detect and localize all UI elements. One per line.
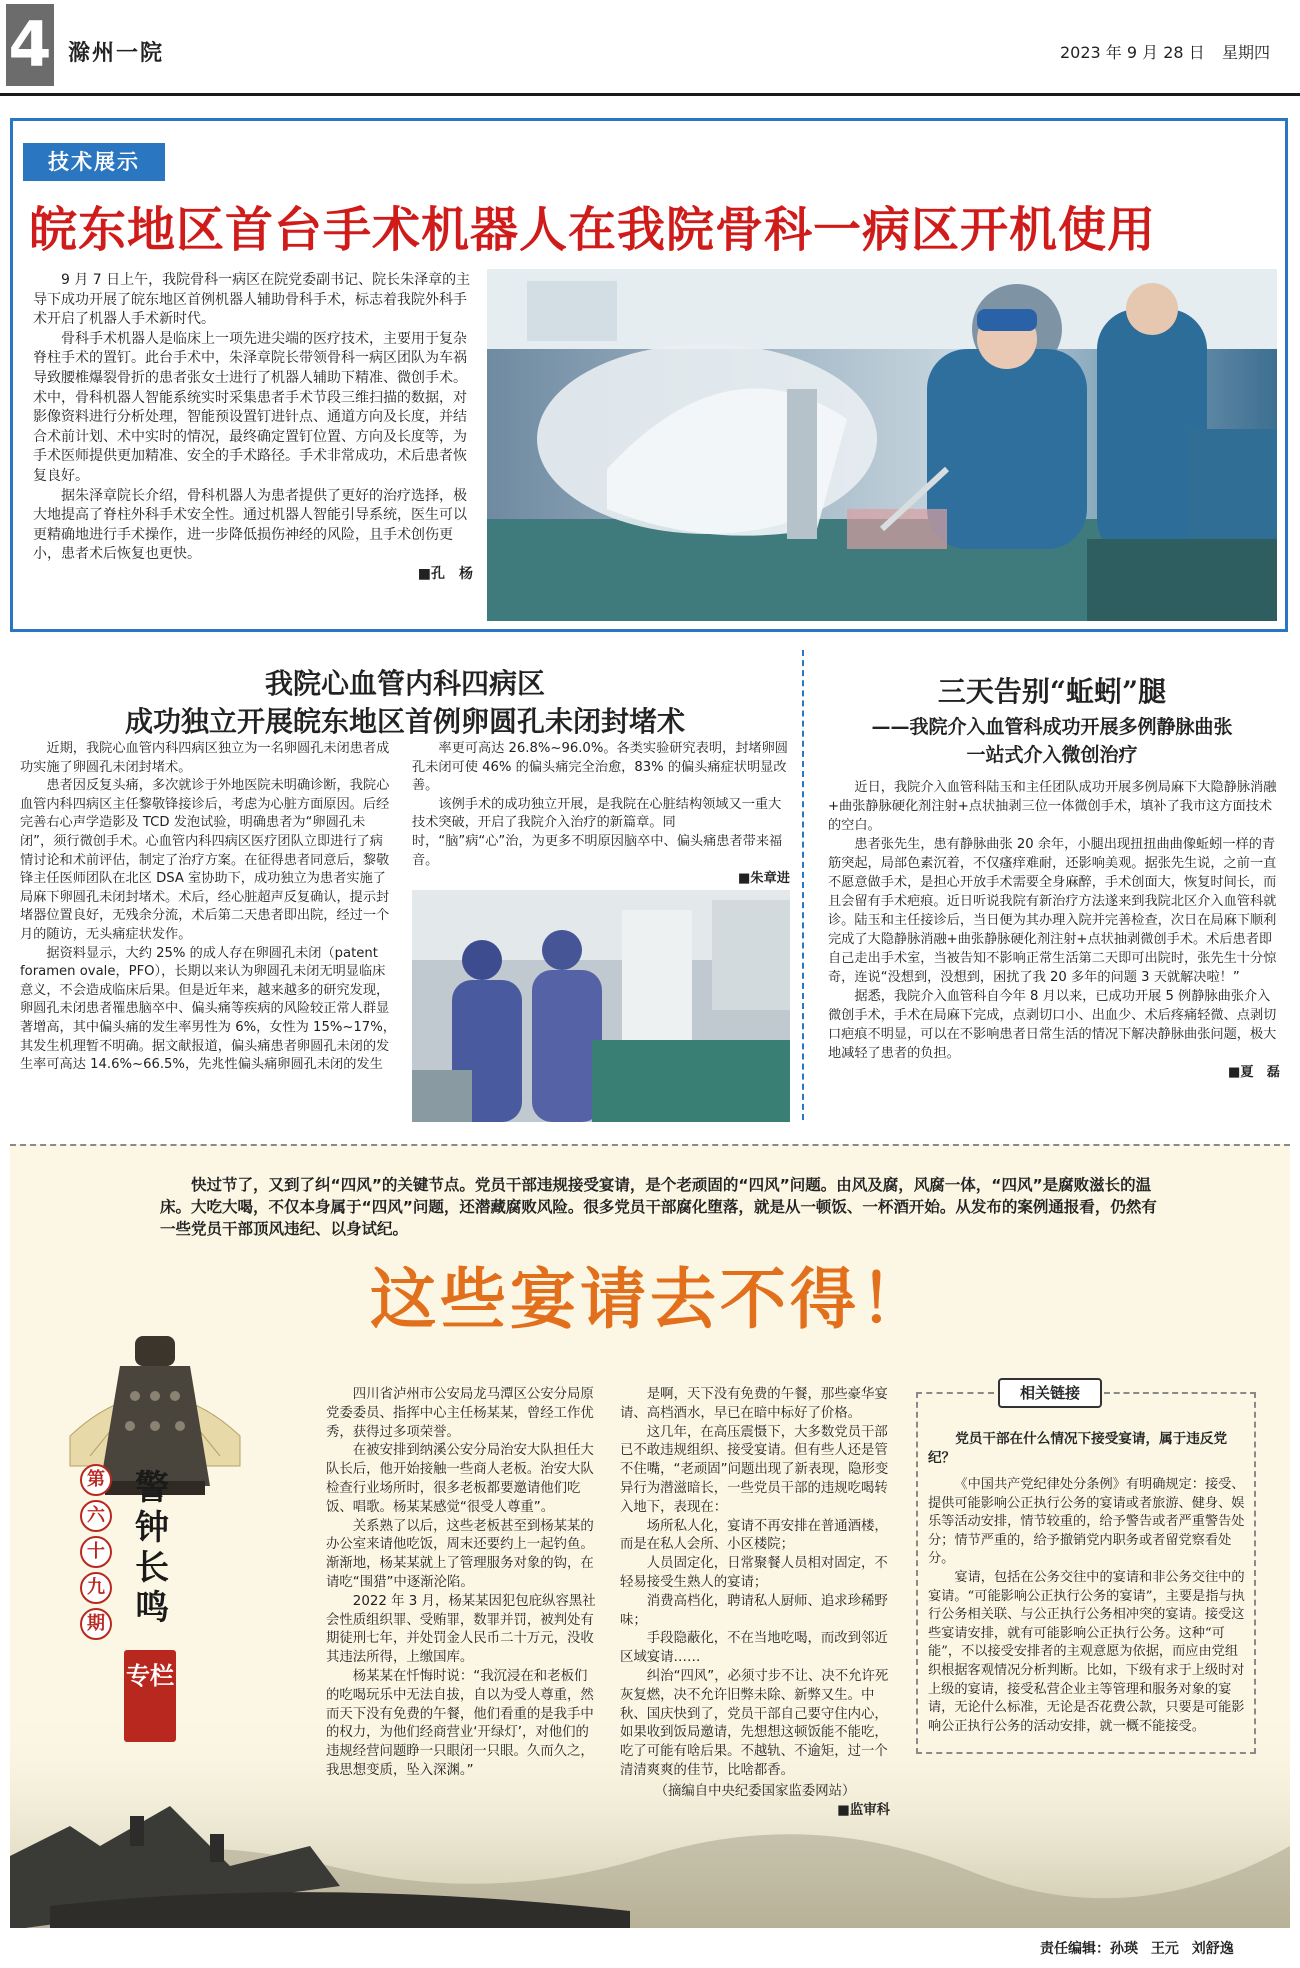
paragraph: 患者因反复头痛，多次就诊于外地医院未明确诊断，我院心血管内科四病区主任黎敬锋接诊后，考虑为心脏方面原因。后经完善右心声学造影及 TCD 发泡试验，明确患者为“卵圆孔未闭”，须行微创手术。心血管内科四病区医疗团队立即进行了病情讨论和术前评估，制定了治疗方案。在征得患者同意后，黎敬锋主任医师团队在北区 DSA 室协助下，成功独立为患者实施了局麻下卵圆孔未闭封堵术。术后，经心脏超声反复确认，提示封堵器位置良好，无残余分流，术后第二天患者即出院，经过一个月的随访，无头痛症状发作。 <box>20 778 390 942</box>
mid-left-title-line2: 成功独立开展皖东地区首例卵圆孔未闭封堵术 <box>124 705 685 738</box>
paragraph: 该例手术的成功独立开展，是我院在心脏结构领域又一重大技术突破，开启了我院介入治疗的新篇章。同时，“脑”病“心”治，为更多不明原因脑卒中、偏头痛患者带来福音。 <box>412 796 783 868</box>
issue-char: 十 <box>80 1536 112 1568</box>
paragraph: 四川省泸州市公安局龙马潭区公安分局原党委委员、指挥中心主任杨某某，曾经工作优秀，获得过多项荣誉。 <box>326 1387 594 1440</box>
top-article-body <box>33 271 473 585</box>
paragraph: 据资料显示，大约 25% 的成人存在卵圆孔未闭（patent foramen ovale，PFO），长期以来认为卵圆孔未闭无明显临床意义，不会造成临床后果。但是近年来，越来越多的研究发现，卵圆孔未闭患者罹患脑卒中、偏头痛等疾病的风险较正常人群显著增高，其中偏头痛的发生率男性为 6%，女性为 15%~17%，其发生机理暂不明确。据文献报道，偏头痛患者卵圆孔未闭的发生率可高达 14.6%~66.5%，先兆性偏头痛卵圆孔未闭的发生 <box>20 945 396 1073</box>
paragraph: 是啊，天下没有免费的午餐，那些豪华宴请、高档酒水，早已在暗中标好了价格。 <box>620 1387 888 1421</box>
issue-char: 第 <box>80 1464 112 1496</box>
surgery-robot-photo <box>487 269 1277 621</box>
issue-char: 六 <box>80 1500 112 1532</box>
paragraph: 在被安排到纳溪公安分局治安大队担任大队长后，他开始接触一些商人老板。治安大队检查行业场所时，很多老板都要邀请他们吃饭、唱歌。杨某某感觉“很受人尊重”。 <box>326 1443 594 1515</box>
paragraph: 据朱泽章院长介绍，骨科机器人为患者提供了更好的治疗选择，极大地提高了脊柱外科手术安全性。通过机器人智能引导系统，医生可以更精确地进行手术操作，进一步降低损伤神经的风险，且手术创伤更小，患者术后恢复也更快。 <box>33 487 467 563</box>
mid-right-article-body <box>828 778 1280 1082</box>
source-note: （摘编自中央纪委国家监委网站） <box>654 1783 856 1799</box>
paragraph: 消费高档化，聘请私人厨师、追求珍稀野味； <box>620 1593 888 1628</box>
paragraph: 杨某某在忏悔时说：“我沉浸在和老板们的吃喝玩乐中无法自拔，自以为受人尊重，然而天下没有免费的午餐，他们看重的是我手中的权力，为他们经商营业‘开绿灯’，对他们的违规经营问题睁一只眼闭一只眼。久而久之，我思想变质，坠入深渊。” <box>326 1668 594 1778</box>
mid-right-subtitle: ——我院介入血管科成功开展多例静脉曲张 <box>871 716 1233 738</box>
mid-left-title: 我院心血管内科四病区 <box>264 667 545 700</box>
responsible-editors <box>1040 1938 1242 1958</box>
paragraph: 率更可高达 26.8%~96.0%。各类实验研究表明，封堵卵圆孔未闭可使 46% 的偏头痛完全治愈，83% 的偏头痛症状明显改善。 <box>412 741 788 794</box>
editor-name: 刘舒逸 <box>1191 1941 1234 1957</box>
column-name: 警钟长鸣 <box>135 1468 169 1628</box>
column-headline: 这些宴请去不得！ <box>370 1260 930 1338</box>
paragraph: 这几年，在高压震慑下，大多数党员干部已不敢违规组织、接受宴请。但有些人还是管不住嘴，“老顽固”问题出现了新表现，隐形变异行为潜滋暗长，一些党员干部的违规吃喝转入地下，表现在： <box>620 1424 889 1515</box>
special-column-tag: 专栏 <box>124 1650 176 1742</box>
paragraph: 人员固定化，日常聚餐人员相对固定，不轻易接受生熟人的宴请； <box>620 1556 888 1590</box>
related-links-question: 党员干部在什么情况下接受宴请，属于违反党纪？ <box>928 1431 1228 1466</box>
related-links-tag: 相关链接 <box>998 1378 1102 1408</box>
column-intro: 快过节了，又到了纠“四风”的关键节点。党员干部违规接受宴请，是个老顽固的“四风”问题。由风及腐，风腐一体，“四风”是腐败滋长的温床。大吃大喝，不仅本身属于“四风”问题，还潜藏腐败风险。很多党员干部腐化堕落，就是从一顿饭、一杯酒开始。从发布的案例通报看，仍然有一些党员干部顶风违纪、以身试纪。 <box>160 1176 1157 1238</box>
issue-char: 九 <box>80 1572 112 1604</box>
paragraph: 患者张先生，患有静脉曲张 20 余年，小腿出现扭扭曲曲像蚯蚓一样的青筋突起，局部色素沉着，不仅瘙痒难耐，还影响美观。据张先生说，之前一直不愿意做手术，是担心开放手术需要全身麻醉，手术创面大，恢复时间长，而且会留有手术疤痕。近日听说我院有新治疗方法遂来到我院北区介入血管科就诊。陆玉和主任接诊后，当日便为其办理入院并完善检查，次日在局麻下顺利完成了大隐静脉消融+曲张静脉硬化剂注射+点状抽剥微创手术。术后患者即自己走出手术室，当被告知不影响正常生活第二天即可出院时，张先生十分惊奇，连说“没想到，没想到，困扰了我 20 多年的问题 3 天就解决啦！” <box>828 837 1277 985</box>
top-headline: 皖东地区首台手术机器人在我院骨科一病区开机使用 <box>29 202 1157 258</box>
paragraph: 纠治“四风”，必须寸步不让、决不允许死灰复燃，决不允许旧弊未除、新弊又生。中秋、国庆快到了，党员干部自己要守住内心，如果收到饭局邀请，先想想这顿饭能不能吃，吃了可能有啥后果。不越轨、不逾矩，过一个清清爽爽的佳节，比啥都香。 <box>620 1668 889 1778</box>
column-divider <box>802 650 804 1120</box>
issue-char: 期 <box>80 1608 112 1640</box>
issue-number <box>80 1464 116 1644</box>
byline: ■监审科 <box>837 1802 890 1818</box>
byline: ■孔 杨 <box>417 565 473 582</box>
paragraph: 近日，我院介入血管科陆玉和主任团队成功开展多例局麻下大隐静脉消融+曲张静脉硬化剂注射+点状抽剥三位一体微创手术，填补了我市这方面技术的空白。 <box>828 780 1277 833</box>
related-links-border <box>916 1392 994 1394</box>
issue-weekday: 星期四 <box>1222 43 1271 62</box>
paragraph: 手段隐蔽化，不在当地吃喝，而改到邻近区域宴请…… <box>620 1631 888 1666</box>
paragraph: 《中国共产党纪律处分条例》有明确规定：接受、提供可能影响公正执行公务的宴请或者旅游、健身、娱乐等活动安排，情节较重的，给予警告或者严重警告处分；情节严重的，给予撤销党内职务或者留党察看处分。 <box>928 1477 1245 1567</box>
warning-column-text-2 <box>620 1386 890 1820</box>
editor-name: 王元 <box>1150 1941 1179 1957</box>
issue-date: 2023 年 9 月 28 日 <box>1060 43 1205 62</box>
warning-column-text-1 <box>326 1386 596 1781</box>
paper-name: 滁州一院 <box>68 41 165 66</box>
paragraph: 近期，我院心血管内科四病区独立为一名卵圆孔未闭患者成功实施了卵圆孔未闭封堵术。 <box>20 741 390 775</box>
top-article <box>10 118 1288 632</box>
paragraph: 9 月 7 日上午，我院骨科一病区在院党委副书记、院长朱泽章的主导下成功开展了皖东地区首例机器人辅助骨科手术，标志着我院外科手术开启了机器人手术新时代。 <box>33 272 471 328</box>
related-links-body <box>928 1476 1248 1736</box>
paragraph: 关系熟了以后，这些老板甚至到杨某某的办公室来请他吃饭，周末还要约上一起钓鱼。渐渐地，杨某某就上了管理服务对象的钩，在请吃“围猎”中逐渐沦陷。 <box>326 1518 594 1590</box>
masthead <box>0 0 1300 96</box>
paragraph: 2022 年 3 月，杨某某因犯包庇纵容黑社会性质组织罪、受贿罪，数罪并罚，被判处有期徒刑七年，并处罚金人民币二十万元，没收其违法所得，上缴国库。 <box>326 1593 596 1666</box>
mid-left-column-2 <box>412 740 790 889</box>
warning-column <box>10 1144 1290 1928</box>
mid-left-column-1 <box>20 740 396 1120</box>
paragraph: 宴请，包括在公务交往中的宴请和非公务交往中的宴请。“可能影响公正执行公务的宴请”，主要是指与执行公务相关联、与公正执行公务相冲突的宴请。接受这些宴请安排，就有可能影响公正执行公务。这种“可能”，不以接受安排者的主观意愿为依据，而应由党组织根据客观情况分析判断。比如，下级有求于上级时对上级的宴请，接受私营企业主等管理和服务对象的宴请，无论什么标准，无论是否花费公款，只要是可能影响公正执行公务的活动安排，就一概不能接受。 <box>928 1569 1245 1734</box>
related-links-border <box>1104 1392 1256 1394</box>
paragraph: 场所私人化，宴请不再安排在普通酒楼，而是在私人会所、小区楼院； <box>620 1518 888 1553</box>
section-tag: 技术展示 <box>23 143 165 181</box>
mid-right-subtitle-line2: 一站式介入微创治疗 <box>966 744 1138 766</box>
page-number: 4 <box>6 4 54 86</box>
byline: ■夏 磊 <box>1227 1065 1280 1080</box>
cath-lab-photo <box>412 890 790 1122</box>
mid-right-title: 三天告别“蚯蚓”腿 <box>937 675 1167 708</box>
editor-label: 责任编辑：孙瑛 <box>1040 1941 1138 1957</box>
paragraph: 据悉，我院介入血管科自今年 8 月以来，已成功开展 5 例静脉曲张介入微创手术，手术在局麻下完成，点剥切口小、出血少、术后疼痛轻微、点剥切口疤痕不明显，可以在不影响患者日常生活的情况下解决静脉曲张问题，极大地减轻了患者的负担。 <box>828 989 1277 1061</box>
paragraph: 骨科手术机器人是临床上一项先进尖端的医疗技术，主要用于复杂脊柱手术的置钉。此台手术中，朱泽章院长带领骨科一病区团队为车祸导致腰椎爆裂骨折的患者张女士进行了机器人辅助下精准、微创手术。术中，骨科机器人智能系统实时采集患者手术节段三维扫描的数据，对影像资料进行分析处理，智能预设置钉进针点、通道方向及长度，并结合术前计划、术中实时的情况，最终确定置钉位置、方向及长度等，为手术医师提供更加精准、安全的手术路径。手术非常成功，术后患者恢复良好。 <box>33 330 467 484</box>
byline: ■朱章进 <box>737 871 790 887</box>
